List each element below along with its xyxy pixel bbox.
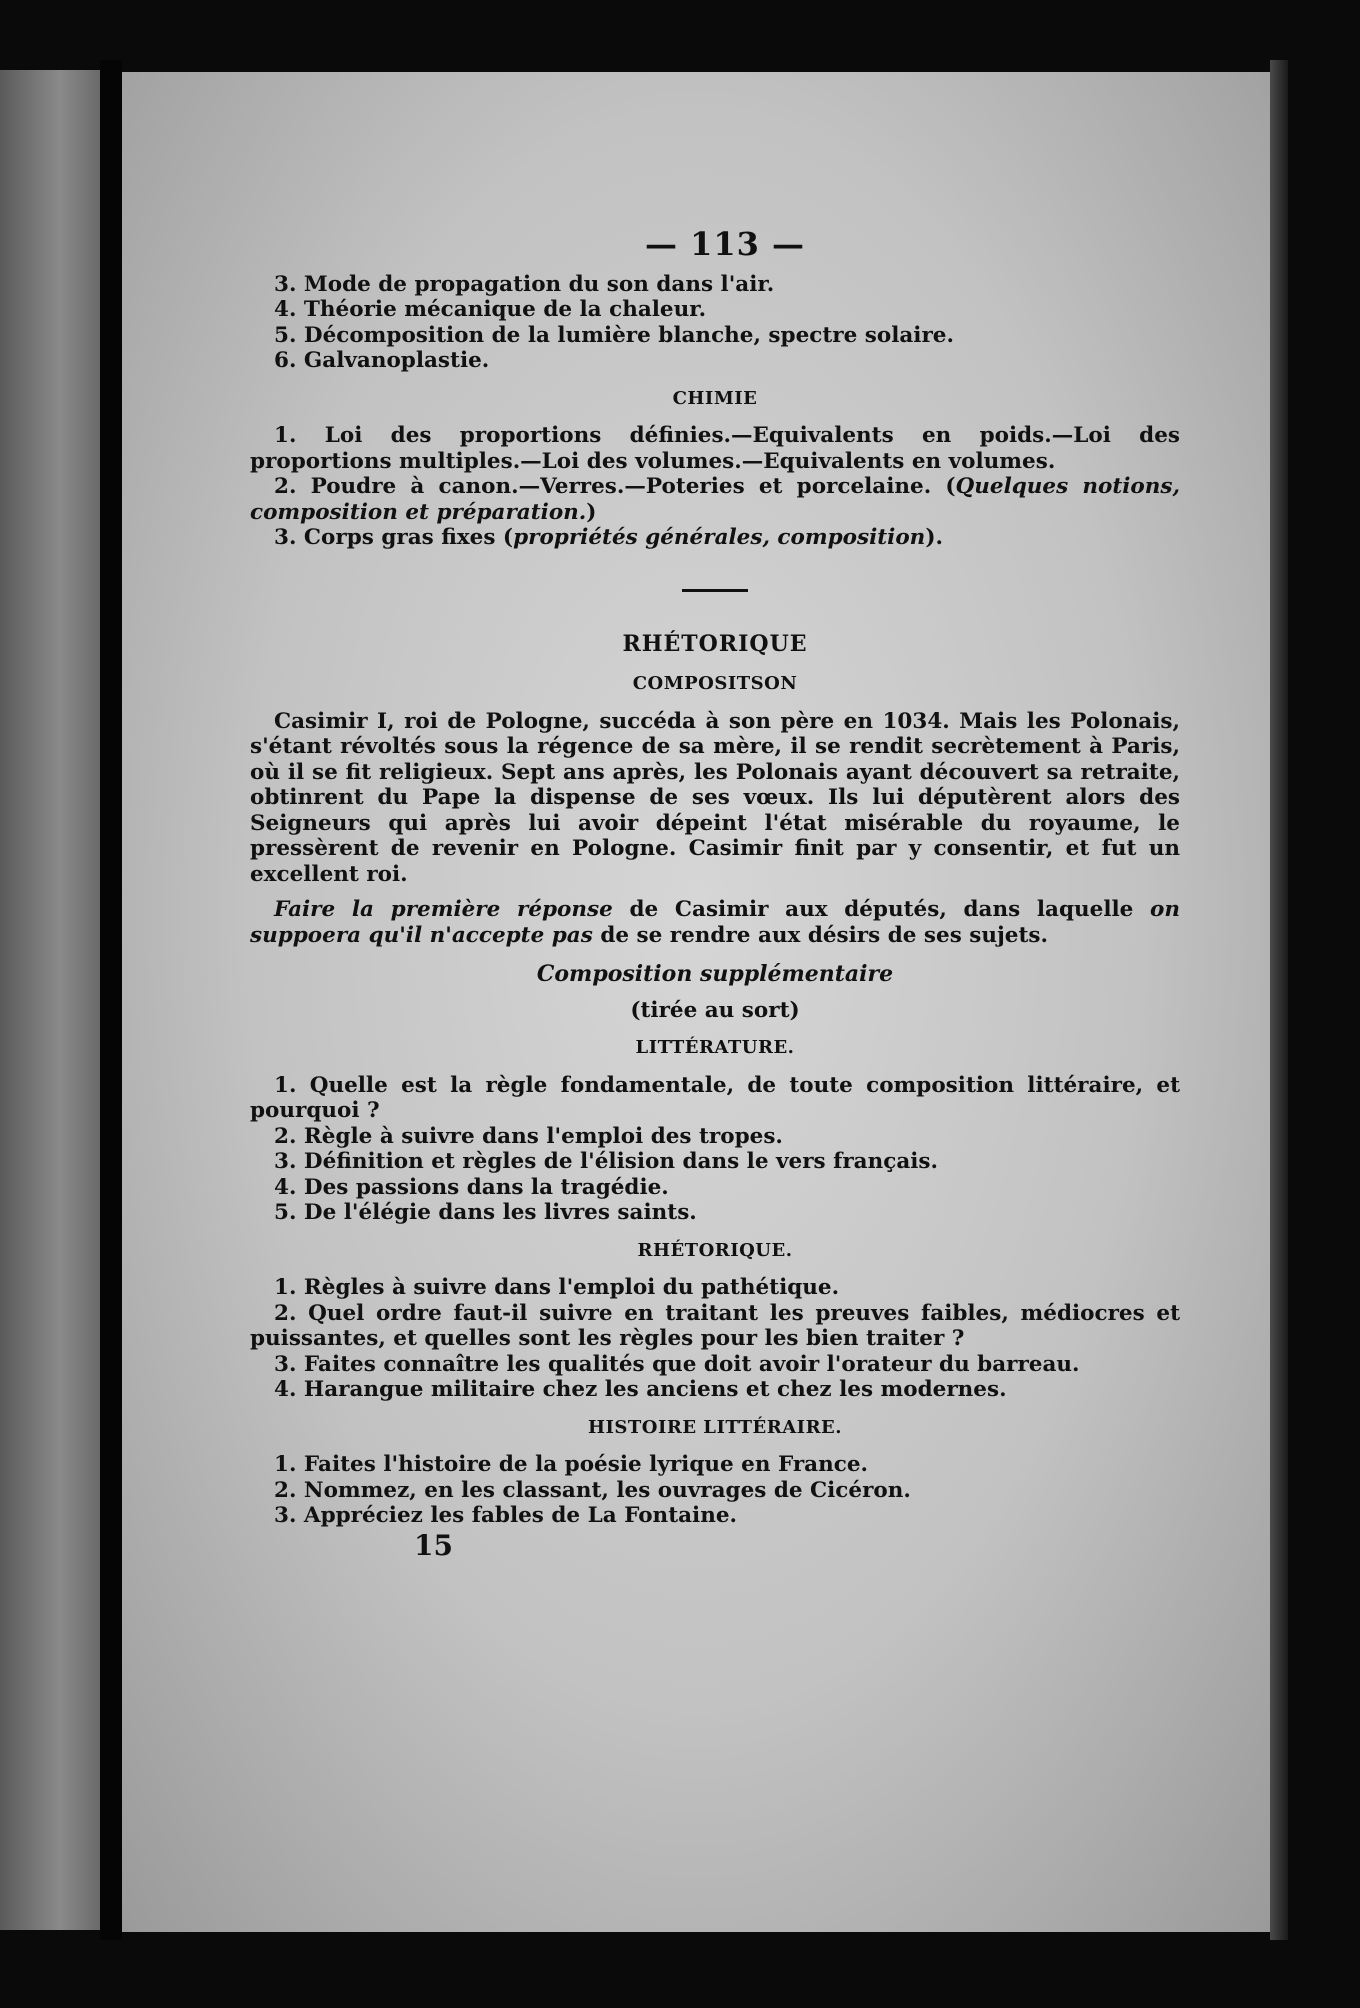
composition-task: Faire la première réponse de Casimir aux députés, dans laquelle on suppoera qu'il n'accepte pas de se rendre aux désirs de ses sujets.: [250, 897, 1181, 948]
histoire-heading: HISTOIRE LITTÉRAIRE.: [587, 1416, 843, 1438]
page-content: [250, 225, 1181, 1562]
list-item: 1. Faites l'histoire de la poésie lyrique en France.: [274, 1452, 868, 1477]
composition-heading: COMPOSITSON: [632, 673, 798, 694]
list-item: 5. De l'élégie dans les livres saints.: [274, 1200, 697, 1225]
rhetorique2-list: [250, 1275, 1180, 1403]
list-item: 1. Loi des proportions définies.—Equivalents en poids.—Loi des proportions multiples.—Loi des volumes.—Equivalents en volumes.: [250, 423, 1180, 474]
list-item: 2. Règle à suivre dans l'emploi des tropes.: [274, 1123, 783, 1149]
list-item: 3. Faites connaître les qualités que doit avoir l'orateur du barreau.: [274, 1351, 1080, 1377]
supplementaire-subtitle: (tirée au sort): [630, 997, 800, 1023]
document-page: [122, 72, 1270, 1932]
histoire-list: [250, 1452, 1180, 1529]
list-item: 3. Appréciez les fables de La Fontaine.: [274, 1503, 738, 1528]
list-item: 4. Théorie mécanique de la chaleur.: [274, 297, 707, 322]
signature-mark: 15: [414, 1528, 453, 1562]
list-item: 1. Quelle est la règle fondamentale, de toute composition littéraire, et pourquoi ?: [250, 1072, 1180, 1123]
facing-page-edge: [0, 70, 100, 1930]
list-item: 4. Harangue militaire chez les anciens et chez les modernes.: [274, 1377, 1007, 1402]
physics-list: [250, 272, 1180, 374]
litterature-list: [250, 1073, 1180, 1226]
list-item: 2. Quel ordre faut-il suivre en traitant les preuves faibles, médiocres et puissantes, et quelles sont les règles pour les bien traiter ?: [250, 1300, 1180, 1351]
list-item: 2. Poudre à canon.—Verres.—Poteries et porcelaine. (Quelques notions, composition et préparation.): [250, 474, 1180, 525]
chimie-heading: CHIMIE: [672, 387, 758, 409]
list-item: 3. Corps gras fixes (propriétés générales, composition).: [274, 525, 943, 550]
rhetorique-title: RHÉTORIQUE: [622, 630, 808, 657]
list-item: 6. Galvanoplastie.: [274, 348, 490, 373]
list-item: 4. Des passions dans la tragédie.: [274, 1174, 669, 1200]
page-right-edge: [1270, 60, 1288, 1940]
litterature-heading: LITTÉRATURE.: [635, 1037, 795, 1058]
list-item: 2. Nommez, en les classant, les ouvrages de Cicéron.: [274, 1477, 911, 1503]
composition-paragraph: Casimir I, roi de Pologne, succéda à son père en 1034. Mais les Polonais, s'étant révoltés sous la régence de sa mère, il se rendit secrètement à Paris, où il se fit religieux. Sept ans après, les Polonais ayant découvert sa retraite, obtinrent du Pape la dispense de ses vœux. Ils lui députèrent alors des Seigneurs qui après lui avoir dépeint l'état misérable du royaume, le pressèrent de revenir en Pologne. Casimir finit par y consentir, et fut un excellent roi.: [250, 708, 1180, 887]
supplementaire-title: Composition supplémentaire: [536, 961, 894, 987]
list-item: 3. Définition et règles de l'élision dans le vers français.: [274, 1149, 939, 1174]
list-item: 1. Règles à suivre dans l'emploi du pathétique.: [274, 1275, 840, 1300]
chimie-list: [250, 423, 1180, 551]
book-spine: [100, 60, 122, 1940]
page-number: — 113 —: [644, 225, 806, 263]
rhetorique2-heading: RHÉTORIQUE.: [637, 1239, 793, 1261]
list-item: 5. Décomposition de la lumière blanche, spectre solaire.: [274, 322, 954, 348]
list-item: 3. Mode de propagation du son dans l'air.: [274, 271, 775, 297]
section-divider: [682, 589, 748, 592]
